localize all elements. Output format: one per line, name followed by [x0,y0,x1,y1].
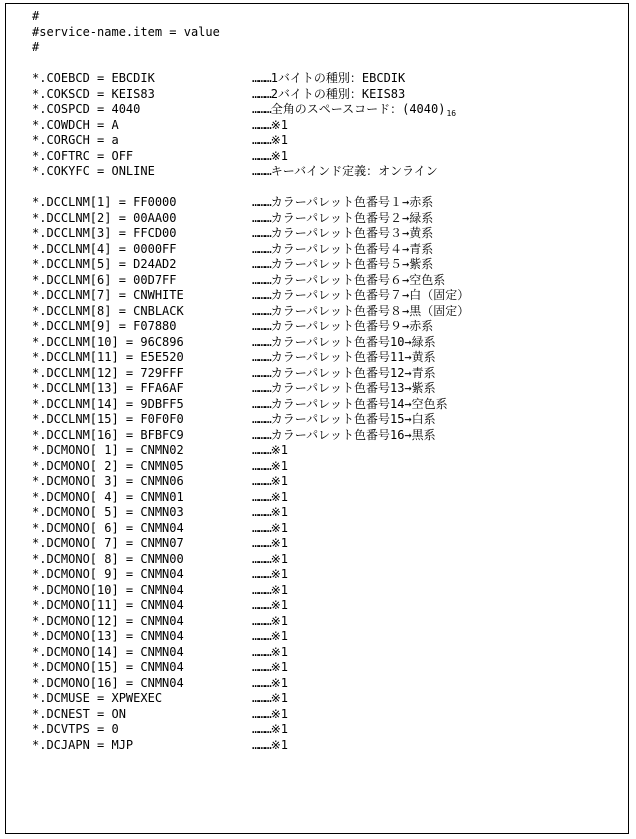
config-entry [32,567,288,583]
entry-key: *.DCMONO[10] = CNMN04 [32,582,184,597]
entry-key: *.DCCLNM[11] = E5E520 [32,350,184,364]
leader-dots: ……… [252,505,271,519]
entry-note-text: カラーパレット色番号７→白（固定） [270,288,470,302]
entry-note-text: カラーパレット色番号16→黒系 [270,427,436,442]
entry-note [252,443,288,459]
leader-dots: ……… [252,195,271,209]
entry-note [252,381,436,397]
blank-line [32,56,220,72]
leader-dots: ……… [252,350,271,364]
leader-dots: ……… [252,706,271,721]
entry-note [252,490,288,506]
entry-key: *.DCCLNM[4] = 0000FF [32,241,177,256]
entry-note [252,304,469,320]
entry-note-text: 1バイトの種別：EBCDIK [270,71,406,85]
entry-note-text: ※1 [270,675,288,690]
config-entry [32,381,436,397]
config-entry [32,195,434,211]
entry-key: *.DCMONO[ 9] = CNMN04 [32,567,184,581]
entry-key: *.DCCLNM[9] = F07880 [32,319,177,333]
entry-key: *.DCMONO[ 6] = CNMN04 [32,520,184,535]
leader-dots: ……… [252,102,271,116]
config-entry [32,288,470,304]
leader-dots: ……… [252,582,271,597]
config-entry [32,598,288,614]
entry-note-text: カラーパレット色番号11→黄系 [270,350,436,364]
config-entry [32,520,288,537]
entry-key: *.COEBCD = EBCDIK [32,71,155,85]
entry-note [252,505,288,521]
config-entry [32,164,438,180]
entry-key: *.DCCLNM[8] = CNBLACK [32,303,184,318]
leader-dots: ……… [252,520,271,535]
entry-note-text: カラーパレット色番号８→黒（固定） [270,303,470,318]
leader-dots: ……… [252,722,271,736]
leader-dots: ……… [252,257,271,271]
leader-dots: ……… [252,427,271,442]
entry-key: *.DCCLNM[13] = FFA6AF [32,381,184,395]
entry-note [252,211,433,227]
comment-line: # [32,9,40,23]
entry-note-text: カラーパレット色番号12→青系 [270,365,436,380]
entry-note-text: ※1 [270,629,288,643]
leader-dots: ……… [252,241,271,256]
entry-note-text: ※1 [270,551,288,566]
leader-dots: ……… [252,737,271,752]
entry-key: *.DCMONO[ 5] = CNMN03 [32,505,184,519]
entry-key: *.DCMONO[16] = CNMN04 [32,675,184,690]
entry-note [252,133,288,149]
leader-dots: ……… [252,226,271,240]
config-entry [32,102,457,118]
config-entry [32,210,434,227]
entry-key: *.DCMONO[ 8] = CNMN00 [32,551,184,566]
entry-note-text: ※1 [270,598,288,612]
entry-note [252,722,288,738]
entry-note-text: カラーパレット色番号６→空色系 [270,272,446,287]
entry-key: *.DCCLNM[10] = 96C896 [32,334,184,349]
entry-note [252,273,445,289]
leader-dots: ……… [252,567,271,581]
leader-dots: ……… [252,272,271,287]
config-entry [32,489,288,506]
document-frame [5,3,629,834]
entry-key: *.DCCLNM[2] = 00AA00 [32,210,177,225]
entry-note [252,676,288,692]
entry-note [252,87,405,103]
config-entry [32,737,288,754]
entry-key: *.DCMUSE = XPWEXEC [32,691,163,705]
entry-note [252,288,469,304]
entry-key: *.COFTRC = OFF [32,148,134,163]
entry-note-text: カラーパレット色番号４→青系 [270,241,434,256]
entry-key: *.COKSCD = KEIS83 [32,86,155,101]
comment-line: # [32,40,40,54]
config-entry [32,660,288,676]
entry-note [252,149,288,165]
leader-dots: ……… [252,164,271,178]
entry-note [252,335,436,351]
leader-dots: ……… [252,598,271,612]
leader-dots: ……… [252,86,271,101]
config-entry [32,644,288,661]
entry-note [252,71,405,87]
leader-dots: ……… [252,303,271,318]
entry-key: *.DCMONO[11] = CNMN04 [32,598,184,612]
entry-note-text: ※1 [270,737,288,752]
config-entry [32,350,436,366]
entry-key: *.DCJAPN = MJP [32,737,134,752]
entry-key: *.DCCLNM[12] = 729FFF [32,365,184,380]
entry-key: *.COWDCH = A [32,117,119,132]
config-entry [32,272,446,289]
entry-key: *.DCCLNM[3] = FFCD00 [32,226,177,240]
leader-dots: ……… [252,133,271,147]
entry-note [252,459,288,475]
entry-note-text: カラーパレット色番号15→白系 [270,412,436,426]
leader-dots: ……… [252,148,271,163]
entry-note-text: カラーパレット色番号13→紫系 [270,381,436,395]
entry-note [252,428,436,444]
config-entry [32,303,470,320]
leader-dots: ……… [252,210,271,225]
entry-note-text: ※1 [270,443,288,457]
entry-key: *.DCCLNM[5] = D24AD2 [32,257,177,271]
config-entry [32,396,448,413]
entry-note [252,350,436,366]
leader-dots: ……… [252,551,271,566]
entry-note [252,226,433,242]
entry-key: *.DCCLNM[7] = CNWHITE [32,288,184,302]
leader-dots: ……… [252,474,271,488]
entry-key: *.COKYFC = ONLINE [32,164,155,178]
config-entry [32,458,288,475]
entry-note-text: ※1 [270,722,288,736]
config-entry [32,443,288,459]
entry-note [252,319,433,335]
config-entry [32,536,288,552]
leader-dots: ……… [252,691,271,705]
config-entry [32,133,288,149]
config-entry [32,241,434,258]
entry-note-text: カラーパレット色番号３→黄系 [270,226,434,240]
entry-note-text: ※1 [270,613,288,628]
entry-note [252,629,288,645]
entry-key: *.DCCLNM[14] = 9DBFF5 [32,396,184,411]
config-entry [32,675,288,692]
config-entry [32,474,288,490]
entry-key: *.DCMONO[ 2] = CNMN05 [32,458,184,473]
config-entry [32,691,288,707]
entry-note-text: ※1 [270,133,288,147]
config-entry [32,334,436,351]
leader-dots: ……… [252,288,271,302]
config-entry [32,427,436,444]
entry-note-text: キーバインド定義：オンライン [270,164,438,178]
entry-note [252,164,438,180]
config-entry [32,86,406,103]
comment-line: #service-name.item = value [32,24,220,39]
leader-dots: ……… [252,443,271,457]
entry-note-text: ※1 [270,520,288,535]
entry-note [252,598,288,614]
entry-key: *.DCVTPS = 0 [32,722,119,736]
entry-key: *.DCMONO[12] = CNMN04 [32,613,184,628]
leader-dots: ……… [252,489,271,504]
entry-note-text: ※1 [270,474,288,488]
config-entry [32,148,288,165]
entry-note-text: 全角のスペースコード：(4040) [270,102,446,116]
entry-note-text: ※1 [270,117,288,132]
entry-note [252,366,436,382]
config-entry [32,505,288,521]
config-entry [32,365,436,382]
subscript: 16 [446,109,457,118]
config-entry [32,71,406,87]
config-listing [32,9,470,753]
entry-note-text: ※1 [270,706,288,721]
entry-note-text: ※1 [270,644,288,659]
entry-note-text: カラーパレット色番号10→緑系 [270,334,436,349]
entry-note-text: ※1 [270,567,288,581]
entry-key: *.DCCLNM[15] = F0F0F0 [32,412,184,426]
entry-note-text: 2バイトの種別：KEIS83 [270,86,406,101]
leader-dots: ……… [252,365,271,380]
leader-dots: ……… [252,381,271,395]
entry-note [252,536,288,552]
leader-dots: ……… [252,458,271,473]
entry-note [252,707,288,723]
config-entry [32,722,288,738]
entry-note-text: カラーパレット色番号14→空色系 [270,396,448,411]
entry-note-text: ※1 [270,536,288,550]
entry-note-text: ※1 [270,582,288,597]
entry-key: *.CORGCH = a [32,133,119,147]
entry-note [252,614,288,630]
config-entry [32,257,434,273]
entry-note-text: ※1 [270,458,288,473]
entry-note [252,645,288,661]
entry-key: *.DCMONO[ 1] = CNMN02 [32,443,184,457]
entry-key: *.DCMONO[15] = CNMN04 [32,660,184,674]
entry-note [252,118,288,134]
entry-note [252,397,448,413]
config-entry [32,629,288,645]
entry-note-text: ※1 [270,691,288,705]
entry-note [252,691,288,707]
entry-note [252,412,436,428]
entry-note [252,242,433,258]
entry-key: *.DCMONO[ 3] = CNMN06 [32,474,184,488]
config-entry [32,412,436,428]
entry-key: *.DCMONO[13] = CNMN04 [32,629,184,643]
blank-line [32,180,220,196]
leader-dots: ……… [252,334,271,349]
entry-note [252,738,288,754]
config-entry [32,226,434,242]
entry-note-text: カラーパレット色番号５→紫系 [270,257,434,271]
leader-dots: ……… [252,613,271,628]
entry-note [252,257,433,273]
config-entry [32,613,288,630]
entry-key: *.DCMONO[ 7] = CNMN07 [32,536,184,550]
entry-note-text: カラーパレット色番号２→緑系 [270,210,434,225]
entry-note [252,474,288,490]
entry-note-text: ※1 [270,660,288,674]
config-entry [32,319,434,335]
entry-note-text: ※1 [270,489,288,504]
config-entry [32,582,288,599]
leader-dots: ……… [252,675,271,690]
leader-dots: ……… [252,629,271,643]
entry-note-text: ※1 [270,148,288,163]
entry-key: *.DCCLNM[1] = FF0000 [32,195,177,209]
leader-dots: ……… [252,536,271,550]
entry-key: *.DCMONO[ 4] = CNMN01 [32,489,184,504]
entry-key: *.DCMONO[14] = CNMN04 [32,644,184,659]
leader-dots: ……… [252,71,271,85]
leader-dots: ……… [252,319,271,333]
entry-note-text: ※1 [270,505,288,519]
entry-note-text: カラーパレット色番号１→赤系 [270,195,434,209]
entry-note [252,195,433,211]
entry-key: *.DCCLNM[6] = 00D7FF [32,272,177,287]
entry-note-text: カラーパレット色番号９→赤系 [270,319,434,333]
entry-key: *.DCNEST = ON [32,706,126,721]
config-entry [32,706,288,723]
leader-dots: ……… [252,644,271,659]
leader-dots: ……… [252,396,271,411]
config-entry [32,117,288,134]
leader-dots: ……… [252,412,271,426]
leader-dots: ……… [252,117,271,132]
entry-note [252,660,288,676]
entry-note [252,567,288,583]
entry-note [252,521,288,537]
leader-dots: ……… [252,660,271,674]
config-entry [32,551,288,568]
entry-key: *.DCCLNM[16] = BFBFC9 [32,427,184,442]
entry-key: *.COSPCD = 4040 [32,102,141,116]
entry-note [252,583,288,599]
entry-note [252,552,288,568]
